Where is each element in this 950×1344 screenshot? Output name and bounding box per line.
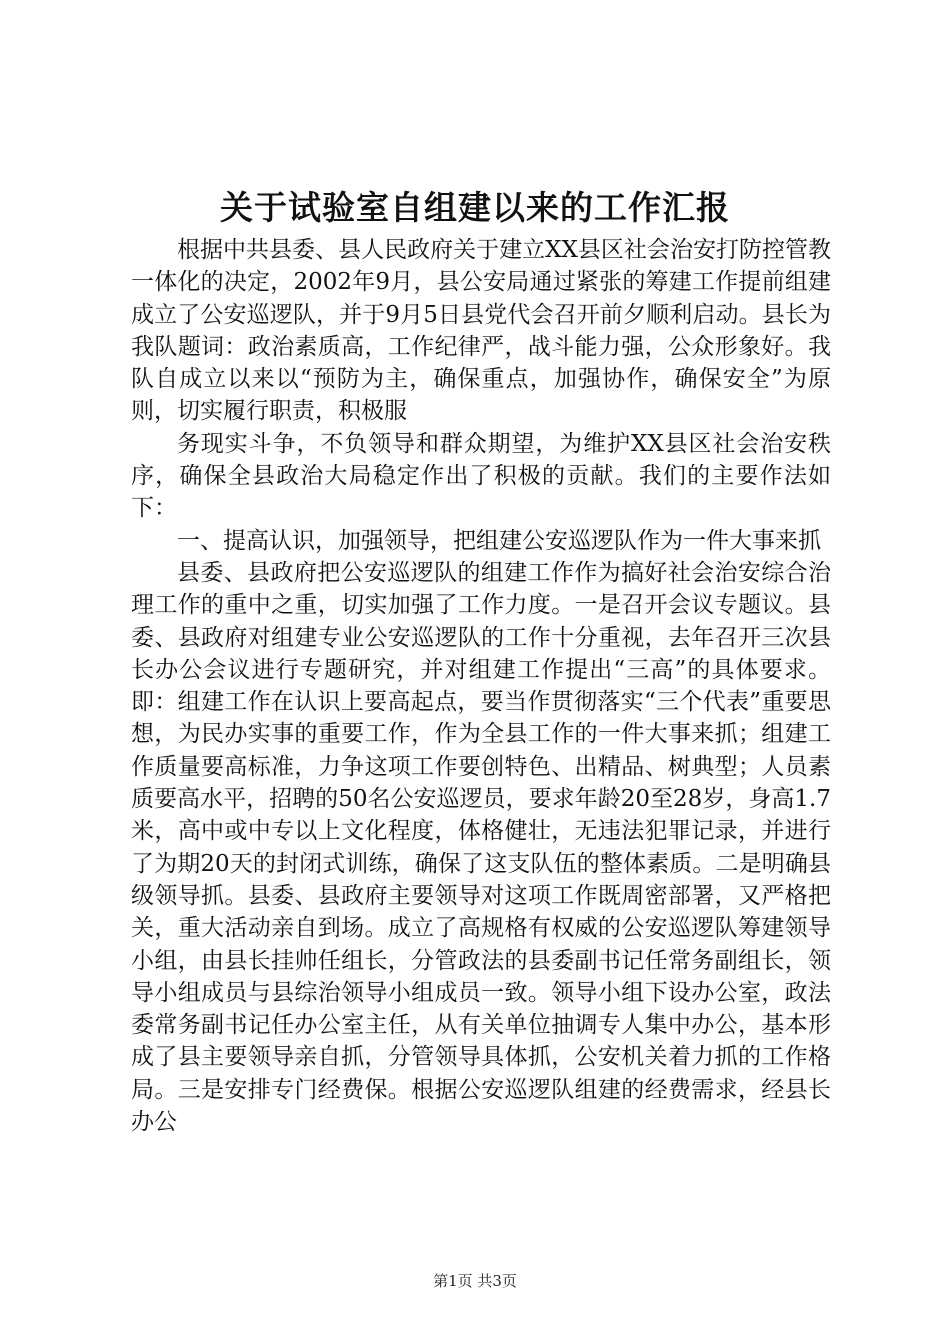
- paragraph-1: 根据中共县委、县人民政府关于建立XX县区社会治安打防控管教一体化的决定，2002年9月，县公安局通过紧张的筹建工作提前组建成立了公安巡逻队，并于9月5日县党代会召开前夕顺利启动。县长为我队题词：政治素质高，工作纪律严，战斗能力强，公众形象好。我队自成立以来以“预防为主，确保重点，加强协作，确保安全”为原则，切实履行职责，积极服: [131, 237, 831, 425]
- paragraph-3: 县委、县政府把公安巡逻队的组建工作作为搞好社会治安综合治理工作的重中之重，切实加强了工作力度。一是召开会议专题议。县委、县政府对组建专业公安巡逻队的工作十分重视，去年召开三次县长办公会议进行专题研究，并对组建工作提出“三高”的具体要求。即：组建工作在认识上要高起点，要当作贯彻落实“三个代表”重要思想，为民办实事的重要工作，作为全县工作的一件大事来抓；组建工作质量要高标准，力争这项工作要创特色、出精品、树典型；人员素质要高水平，招聘的50名公安巡逻员，要求年龄20至28岁，身高1.7米，高中或中专以上文化程度，体格健壮，无违法犯罪记录，并进行了为期20天的封闭式训练，确保了这支队伍的整体素质。二是明确县级领导抓。县委、县政府主要领导对这项工作既周密部署，又严格把关，重大活动亲自到场。成立了高规格有权威的公安巡逻队筹建领导小组，由县长挂帅任组长，分管政法的县委副书记任常务副组长，领导小组成员与县综治领导小组成员一致。领导小组下设办公室，政法委常务副书记任办公室主任，从有关单位抽调专人集中办公，基本形成了县主要领导亲自抓，分管领导具体抓，公安机关着力抓的工作格局。三是安排专门经费保。根据公安巡逻队组建的经费需求，经县长办公: [131, 559, 831, 1136]
- section-heading: 一、提高认识，加强领导，把组建公安巡逻队作为一件大事来抓: [177, 527, 821, 554]
- document-title: 关于试验室自组建以来的工作汇报: [220, 188, 730, 227]
- page-footer: 第1页 共3页: [433, 1272, 517, 1290]
- document-body: [131, 234, 831, 1138]
- paragraph-2: 务现实斗争，不负领导和群众期望，为维护XX县区社会治安秩序，确保全县政治大局稳定作出了积极的贡献。我们的主要作法如下：: [131, 430, 831, 522]
